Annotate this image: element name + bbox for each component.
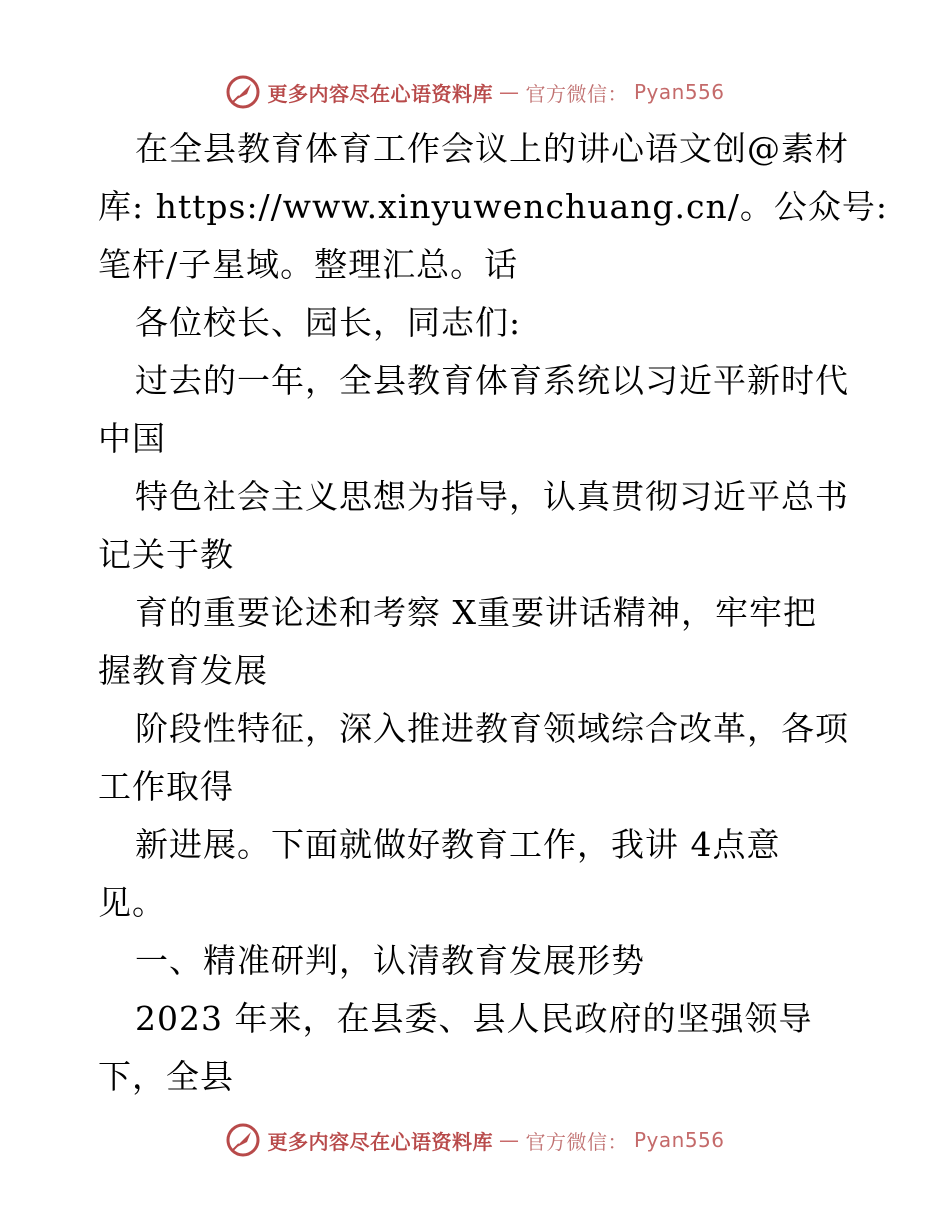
banner-wechat-label: 官方微信： <box>525 1129 628 1154</box>
text-line: 在全县教育体育工作会议上的讲心语文创@素材 <box>135 129 849 168</box>
quill-logo-icon <box>225 1122 261 1158</box>
quill-logo-icon <box>225 74 261 110</box>
section-heading: 一、精准研判，认清教育发展形势 <box>135 941 645 980</box>
text-line: 2023 年来，在县委、县人民政府的坚强领导 <box>135 999 813 1038</box>
text-line: 见。 <box>98 883 166 922</box>
text-line: 育的重要论述和考察 X重要讲话精神，牢牢把 <box>135 593 817 632</box>
banner-main-text: 更多内容尽在心语资料库 <box>267 81 493 106</box>
banner-main-text: 更多内容尽在心语资料库 <box>267 1129 493 1154</box>
text-line: 中国 <box>98 419 166 458</box>
banner-wechat-label: 官方微信： <box>525 81 628 106</box>
text-line: 各位校长、园长，同志们: <box>135 303 522 342</box>
text-line: 库: https://www.xinyuwenchuang.cn/。公众号: <box>98 187 888 226</box>
text-line: 工作取得 <box>98 767 234 806</box>
footer-watermark-banner <box>0 1120 950 1160</box>
text-line: 下，全县 <box>98 1057 234 1096</box>
banner-dash: — <box>498 80 520 104</box>
document-body <box>98 120 888 1106</box>
text-line: 特色社会主义思想为指导，认真贯彻习近平总书 <box>135 477 849 516</box>
text-line: 过去的一年，全县教育体育系统以习近平新时代 <box>135 361 849 400</box>
text-line: 笔杆/子星域。整理汇总。话 <box>98 245 519 284</box>
text-line: 记关于教 <box>98 535 234 574</box>
text-line: 握教育发展 <box>98 651 268 690</box>
banner-wechat-id: Pyan556 <box>633 80 725 104</box>
banner-wechat-id: Pyan556 <box>633 1128 725 1152</box>
header-watermark-banner <box>0 72 950 112</box>
banner-dash: — <box>498 1128 520 1152</box>
text-line: 阶段性特征，深入推进教育领域综合改革，各项 <box>135 709 849 748</box>
text-line: 新进展。下面就做好教育工作，我讲 4点意 <box>135 825 781 864</box>
